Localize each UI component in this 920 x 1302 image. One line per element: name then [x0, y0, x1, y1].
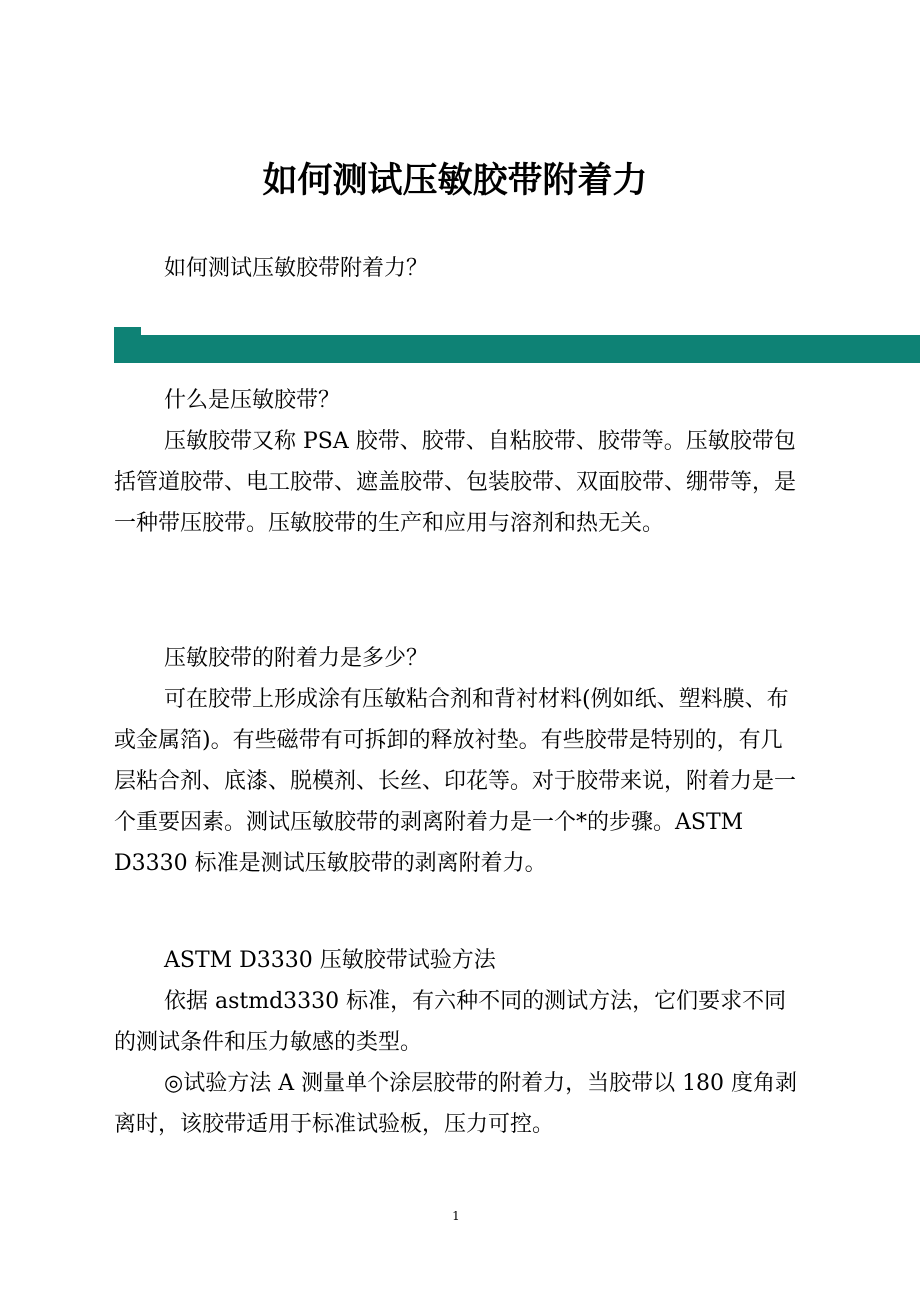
section-heading: 压敏胶带的附着力是多少？: [164, 646, 429, 671]
section-body: 压敏胶带又称 PSA 胶带、胶带、自粘胶带、胶带等。压敏胶带包括管道胶带、电工胶带、遮盖胶带、包装胶带、双面胶带、绷带等，是一种带压胶带。压敏胶带的生产和应用与溶剂和热无关。: [114, 429, 797, 536]
section-body-method-a: ◎试验方法 A 测量单个涂层胶带的附着力，当胶带以 180 度角剥离时，该胶带适用于标准试验板，压力可控。: [114, 1071, 798, 1137]
page-title: 如何测试压敏胶带附着力: [262, 160, 648, 201]
section-heading: ASTM D3330 压敏胶带试验方法: [164, 948, 496, 973]
section-heading: 什么是压敏胶带？: [164, 388, 341, 413]
subtitle: 如何测试压敏胶带附着力？: [164, 256, 429, 281]
section-body: 依据 astmd3330 标准，有六种不同的测试方法，它们要求不同的测试条件和压力敏感的类型。: [114, 989, 787, 1055]
section-body: 可在胶带上形成涂有压敏粘合剂和背衬材料(例如纸、塑料膜、布或金属箔)。有些磁带有可拆卸的释放衬垫。有些胶带是特别的，有几层粘合剂、底漆、脱模剂、长丝、印花等。对于胶带来说，附着力是一个重要因素。测试压敏胶带的剥离附着力是一个*的步骤。ASTM D3330 标准是测试压敏胶带的剥离附着力。: [114, 687, 797, 876]
section-adhesion: [114, 638, 804, 884]
section-astm-methods: [114, 940, 804, 1145]
page-number: 1: [452, 1209, 460, 1223]
divider-bar: [114, 335, 920, 363]
section-psa-definition: [114, 380, 804, 544]
